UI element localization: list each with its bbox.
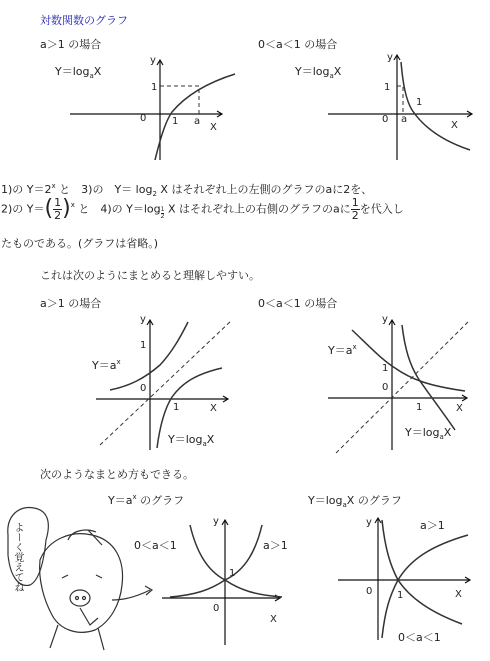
svg-text:X: X bbox=[455, 589, 462, 600]
s3-right-cond-small: 0＜a＜1 bbox=[398, 631, 441, 644]
s2-left-exp-label: $Y=a^x$ bbox=[92, 358, 121, 372]
svg-text:y: y bbox=[150, 55, 156, 66]
svg-text:1: 1 bbox=[382, 363, 389, 374]
s1-left-equation: $Y=\log_aX$ bbox=[55, 65, 102, 80]
svg-text:1: 1 bbox=[229, 568, 236, 579]
s3-left-title: $Y=a^x$ のグラフ bbox=[108, 493, 185, 507]
svg-text:X: X bbox=[210, 122, 217, 133]
svg-text:1: 1 bbox=[172, 116, 179, 127]
paragraph-line-2: 2)の Y＝( $\frac{1}{2}$ )$^x$ と 4)の Y＝log $\frac{1}{2}$ X はそれぞれ上の右側のグラフのaに $\frac{1}{2}$ を代入し bbox=[1, 196, 404, 222]
svg-text:1: 1 bbox=[384, 82, 391, 93]
s2-left-graph bbox=[96, 314, 232, 450]
s2-right-exp-label: $Y=a^x$ bbox=[328, 343, 357, 357]
svg-text:0: 0 bbox=[382, 114, 389, 125]
s3-left-graph bbox=[162, 516, 282, 645]
paragraph-line-3: たものである。(グラフは省略。) bbox=[1, 237, 159, 250]
svg-text:1: 1 bbox=[416, 97, 423, 108]
s2-left-caption: a＞1 の場合 bbox=[40, 297, 102, 310]
s2-left-log-label: $Y=\log_aX$ bbox=[168, 433, 215, 448]
s1-right-equation: $Y=\log_aX$ bbox=[295, 65, 342, 80]
svg-text:a: a bbox=[194, 116, 201, 127]
alt-note-text: 次のようなまとめ方もできる。 bbox=[40, 468, 194, 481]
svg-text:X: X bbox=[270, 614, 277, 625]
mascot-pig bbox=[8, 507, 152, 650]
svg-text:y: y bbox=[382, 314, 388, 325]
note-text: これは次のようにまとめると理解しやすい。 bbox=[40, 269, 260, 282]
svg-text:0: 0 bbox=[382, 382, 389, 393]
s1-left-graph bbox=[70, 55, 235, 160]
s1-left-caption: a＞1 の場合 bbox=[40, 38, 102, 51]
s1-right-graph bbox=[328, 52, 472, 160]
s2-right-log-label: $Y=\log_aX$ bbox=[405, 426, 452, 441]
svg-text:1: 1 bbox=[416, 402, 423, 413]
paragraph-line-1: 1)の $Y=2^x$ と 3)の $Y= \log_2 X$ はそれぞれ上の左側のグラフのaに2を、 bbox=[1, 182, 373, 198]
svg-text:0: 0 bbox=[213, 603, 220, 614]
svg-text:X: X bbox=[456, 403, 463, 414]
svg-text:y: y bbox=[366, 517, 372, 528]
svg-text:0: 0 bbox=[366, 586, 373, 597]
svg-text:1: 1 bbox=[151, 82, 158, 93]
svg-text:1: 1 bbox=[397, 590, 404, 601]
mascot-speech: よーく覚えてね bbox=[12, 522, 23, 592]
svg-text:X: X bbox=[210, 403, 217, 414]
svg-text:y: y bbox=[213, 516, 219, 527]
svg-text:0: 0 bbox=[140, 113, 147, 124]
svg-text:y: y bbox=[140, 314, 146, 325]
s3-right-cond-big: a＞1 bbox=[420, 519, 445, 532]
s3-left-cond-big: a＞1 bbox=[263, 539, 288, 552]
page-title: 対数関数のグラフ bbox=[40, 14, 128, 27]
svg-text:X: X bbox=[451, 120, 458, 131]
s2-right-caption: 0＜a＜1 の場合 bbox=[258, 297, 338, 310]
s3-right-graph bbox=[338, 517, 470, 640]
svg-text:1: 1 bbox=[140, 340, 147, 351]
s3-left-cond-small: 0＜a＜1 bbox=[134, 539, 177, 552]
svg-text:a: a bbox=[401, 114, 408, 125]
svg-text:1: 1 bbox=[173, 402, 180, 413]
s3-right-title: $Y=\log_aX$ のグラフ bbox=[308, 494, 402, 509]
svg-text:0: 0 bbox=[140, 383, 147, 394]
svg-text:y: y bbox=[387, 52, 393, 63]
s1-right-caption: 0＜a＜1 の場合 bbox=[258, 38, 338, 51]
